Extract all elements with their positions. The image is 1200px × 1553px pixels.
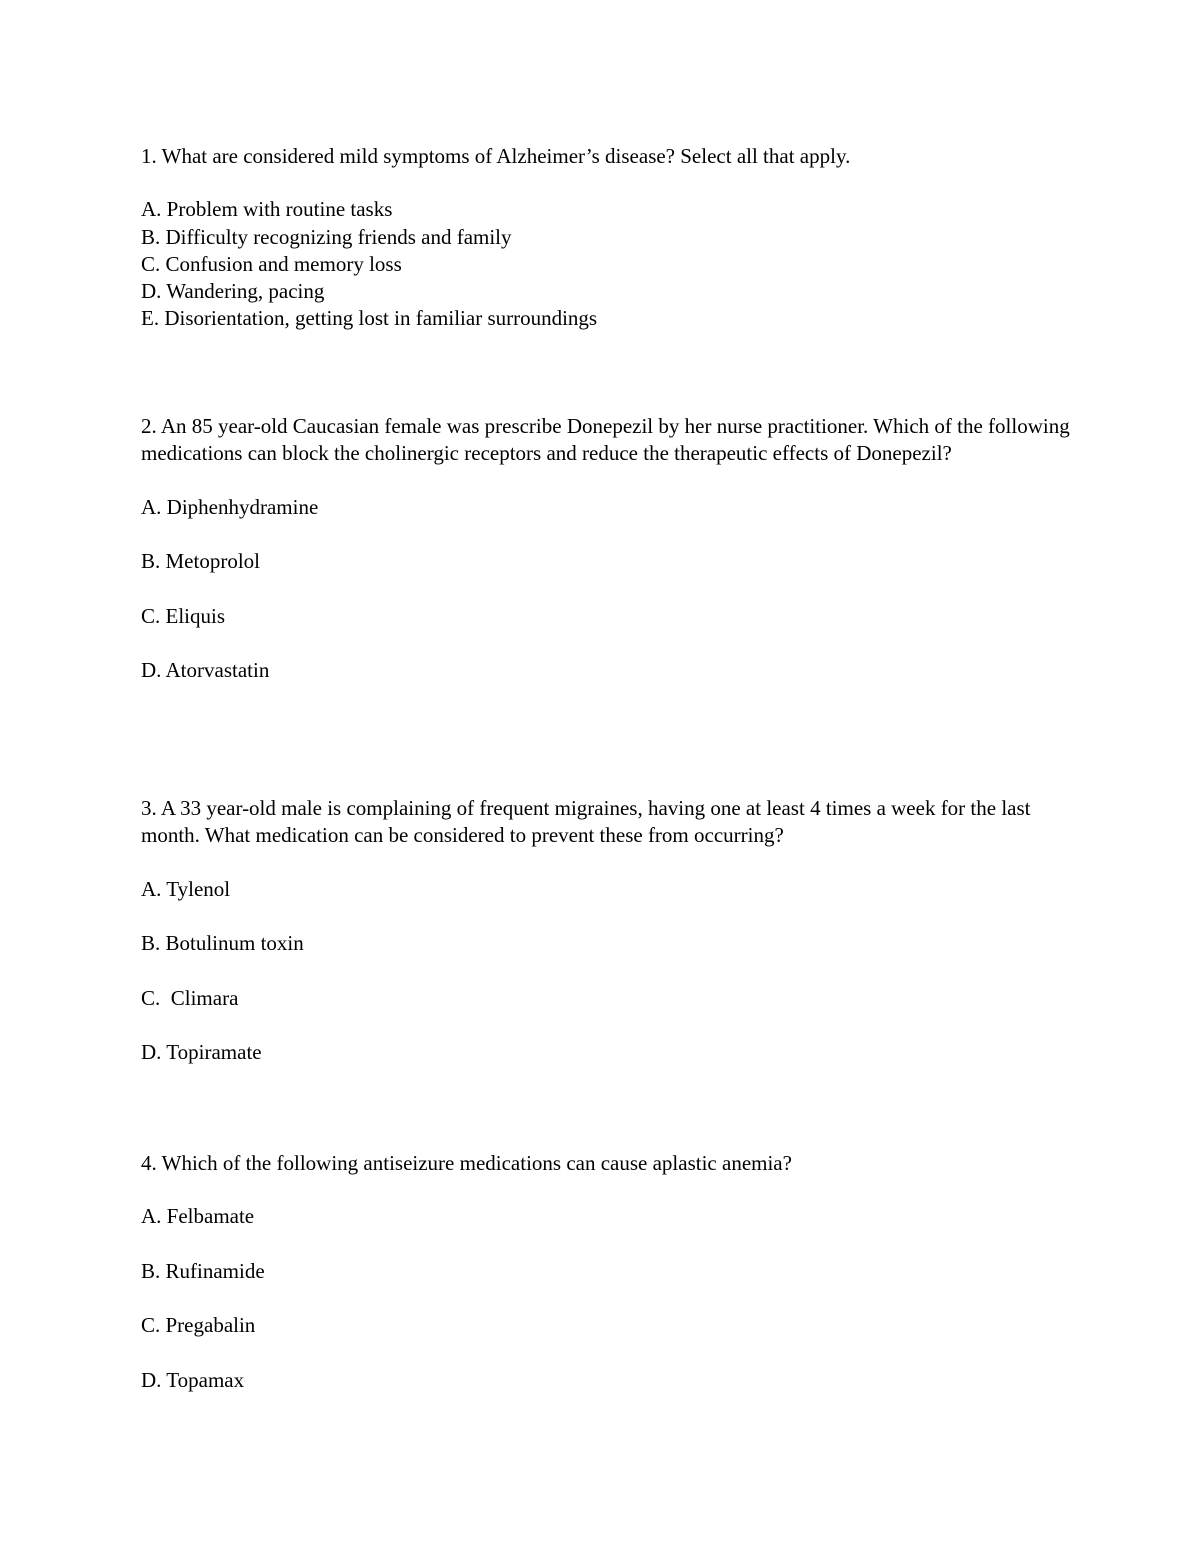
question-4-option-d: D. Topamax bbox=[141, 1368, 245, 1393]
question-4 bbox=[141, 1150, 1071, 1422]
question-1-option-b: B. Difficulty recognizing friends and family bbox=[141, 224, 512, 249]
question-3-option-b: B. Botulinum toxin bbox=[141, 931, 304, 956]
question-1-option-d: D. Wandering, pacing bbox=[141, 279, 325, 304]
question-3-option-d: D. Topiramate bbox=[141, 1040, 262, 1065]
question-4-option-b: B. Rufinamide bbox=[141, 1258, 265, 1283]
question-2 bbox=[141, 413, 1071, 712]
question-1 bbox=[141, 143, 1071, 333]
question-2-options bbox=[141, 494, 1071, 712]
question-4-option-c: C. Pregabalin bbox=[141, 1313, 256, 1338]
question-2-option-a: A. Diphenhydramine bbox=[141, 494, 319, 519]
question-3-option-a: A. Tylenol bbox=[141, 876, 231, 901]
question-1-stem: 1. What are considered mild symptoms of Alzheimer’s disease? Select all that apply. bbox=[141, 144, 851, 168]
question-3-stem: 3. A 33 year-old male is complaining of frequent migraines, having one at least 4 times a week for the last month. What medication can be considered to prevent these from occurring? bbox=[141, 796, 1031, 848]
question-3 bbox=[141, 795, 1071, 1094]
question-2-option-c: C. Eliquis bbox=[141, 603, 226, 628]
question-1-option-c: C. Confusion and memory loss bbox=[141, 251, 402, 276]
question-4-option-a: A. Felbamate bbox=[141, 1204, 255, 1229]
question-2-option-d: D. Atorvastatin bbox=[141, 658, 270, 683]
question-3-option-c: C. Climara bbox=[141, 985, 239, 1010]
question-4-options bbox=[141, 1203, 1071, 1421]
question-2-option-b: B. Metoprolol bbox=[141, 549, 260, 574]
question-1-option-a: A. Problem with routine tasks bbox=[141, 197, 393, 222]
question-4-stem: 4. Which of the following antiseizure medications can cause aplastic anemia? bbox=[141, 1151, 792, 1175]
question-3-options bbox=[141, 876, 1071, 1094]
question-1-options bbox=[141, 196, 1071, 332]
question-2-stem: 2. An 85 year-old Caucasian female was prescribe Donepezil by her nurse practitioner. Which of the following medications can block the cholinergic receptors and reduce the therapeutic effects of Donepezil? bbox=[141, 414, 1070, 466]
question-1-option-e: E. Disorientation, getting lost in familiar surroundings bbox=[141, 306, 598, 331]
